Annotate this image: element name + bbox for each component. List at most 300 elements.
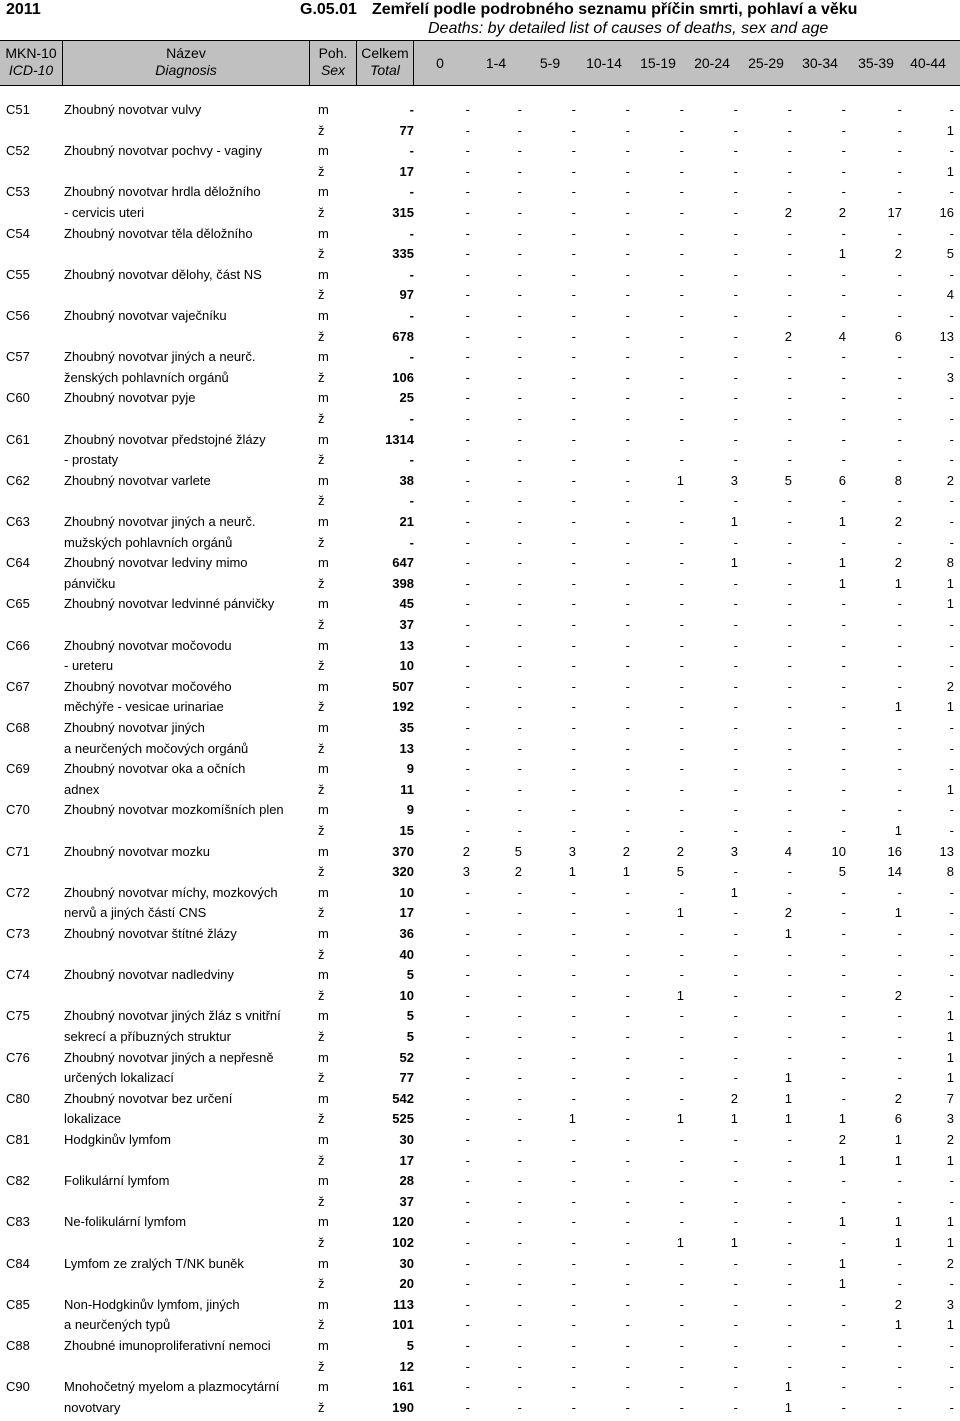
cell-total: - [409,102,414,117]
cell-age-value: 1 [946,1049,954,1065]
cell-age-value: 14 [887,864,902,880]
cell-age-value: - [733,720,738,735]
cell-age-value: - [679,1276,684,1292]
cell-age-value: - [787,184,792,200]
cell-age-value: 2 [462,843,470,859]
cell-age-value: - [625,761,630,777]
cell-age-value: - [517,328,522,344]
cell-sex: ž [318,369,325,385]
cell-sex: ž [318,328,325,344]
cell-age-value: 2 [784,205,792,220]
cell-code: C83 [6,1214,30,1230]
cell-age-value: - [949,431,954,447]
cell-age-value: - [733,637,738,653]
cell-sex: m [318,678,329,694]
cell-age-value: - [517,658,522,674]
cell-age-value: 1 [784,926,792,941]
col-total: Celkem Total [361,45,409,78]
cell-age-value: - [625,1214,630,1230]
cell-age-value: - [625,1338,630,1353]
cell-age-value: - [465,143,470,159]
cell-age-value: - [949,266,954,282]
cell-age-value: - [625,699,630,715]
cell-age-value: - [841,967,846,983]
cell-age-value: - [625,349,630,365]
cell-age-value: - [733,205,738,220]
cell-age-value: - [571,617,576,632]
cell-total: 335 [392,246,414,262]
cell-age-value: - [517,514,522,529]
cell-age-value: - [517,1276,522,1292]
cell-age-value: - [949,1173,954,1189]
cell-age-value: - [465,1276,470,1292]
cell-diagnosis: sekrecí a příbuzných struktur [64,1029,231,1044]
cell-sex: m [318,1255,329,1271]
cell-age-value: - [897,122,902,138]
cell-age-value: - [679,431,684,447]
cell-diagnosis: Zhoubný novotvar jiných [64,720,205,735]
cell-age-value: - [465,1132,470,1147]
cell-total: 37 [399,1193,414,1209]
cell-total: 190 [392,1399,414,1415]
cell-diagnosis: Zhoubný novotvar varlete [64,472,211,488]
cell-age-value: 16 [939,205,954,220]
cell-age-value: - [841,926,846,941]
cell-age-value: - [465,246,470,262]
cell-sex: m [318,884,329,900]
cell-age-value: - [679,967,684,983]
cell-age-value: 1 [784,1070,792,1086]
cell-age-value: - [897,143,902,159]
table-row [0,182,960,203]
cell-age-value: - [841,1173,846,1189]
col-age: 5-9 [539,55,561,71]
cell-age-value: - [465,369,470,385]
cell-total: - [409,534,414,550]
cell-total: 30 [399,1132,414,1147]
cell-age-value: - [517,493,522,509]
cell-age-value: - [841,163,846,179]
table-row [0,986,960,1007]
cell-diagnosis: - cervicis uteri [64,205,145,220]
cell-age-value: - [465,781,470,797]
cell-diagnosis: Zhoubný novotvar jiných a neurč. [64,514,256,529]
cell-diagnosis: Zhoubný novotvar jiných žláz s vnitřní [64,1008,281,1024]
col-age: 15-19 [640,55,676,71]
cell-age-value: - [517,1193,522,1209]
cell-age-value: - [465,884,470,900]
table-row [0,121,960,142]
cell-diagnosis: Lymfom ze zralých T/NK buněk [64,1255,244,1271]
cell-age-value: - [841,617,846,632]
cell-age-value: - [787,1358,792,1374]
cell-age-value: - [465,1029,470,1044]
cell-age-value: - [841,1070,846,1086]
cell-age-value: 1 [784,1111,792,1127]
cell-age-value: - [841,761,846,777]
cell-age-value: - [679,658,684,674]
cell-age-value: - [517,637,522,653]
cell-total: 507 [392,678,414,694]
cell-age-value: - [517,472,522,488]
cell-sex: ž [318,617,325,632]
cell-age-value: 6 [894,1111,902,1127]
table-row [0,1233,960,1254]
cell-age-value: - [897,266,902,282]
cell-diagnosis: Zhoubný novotvar těla děložního [64,225,253,241]
col-name: Název Diagnosis [155,45,217,78]
cell-age-value: 2 [622,843,630,859]
cell-age-value: - [517,1090,522,1106]
cell-age-value: - [787,1049,792,1065]
cell-age-value: - [465,637,470,653]
cell-age-value: - [517,946,522,962]
cell-age-value: - [897,926,902,941]
cell-age-value: - [733,390,738,406]
cell-age-value: - [679,143,684,159]
cell-age-value: - [787,637,792,653]
cell-age-value: - [571,699,576,715]
cell-age-value: - [517,575,522,591]
cell-total: - [409,184,414,200]
cell-age-value: - [733,967,738,983]
table-row [0,1357,960,1378]
cell-age-value: 13 [939,843,954,859]
table-row [0,491,960,512]
cell-age-value: - [571,308,576,323]
cell-age-value: - [571,390,576,406]
cell-age-value: - [787,514,792,529]
cell-total: 97 [399,287,414,303]
cell-age-value: - [787,102,792,117]
cell-sex: m [318,308,329,323]
cell-age-value: - [897,1070,902,1086]
cell-age-value: 1 [894,1132,902,1147]
cell-diagnosis: Zhoubný novotvar jiných a neurč. [64,349,256,365]
table-row [0,533,960,554]
cell-total: 106 [392,369,414,385]
cell-age-value: - [841,1358,846,1374]
cell-age-value: - [465,308,470,323]
cell-diagnosis: lokalizace [64,1111,122,1127]
cell-age-value: 2 [784,328,792,344]
table-row [0,1295,960,1316]
cell-age-value: - [625,205,630,220]
cell-age-value: - [841,431,846,447]
cell-age-value: - [949,1399,954,1415]
cell-total: 10 [399,658,414,674]
cell-age-value: - [465,720,470,735]
cell-age-value: - [897,1399,902,1415]
cell-diagnosis: Zhoubné imunoproliferativní nemoci [64,1338,271,1353]
cell-sex: m [318,761,329,777]
cell-age-value: - [465,905,470,921]
cell-code: C73 [6,926,30,941]
cell-age-value: - [787,1255,792,1271]
year: 2011 [6,1,41,18]
cell-age-value: - [733,1214,738,1230]
cell-age-value: - [949,1358,954,1374]
cell-age-value: - [787,658,792,674]
cell-total: 5 [406,1029,414,1044]
cell-age-value: - [625,884,630,900]
cell-age-value: - [949,987,954,1003]
cell-age-value: - [679,926,684,941]
cell-age-value: - [787,1152,792,1168]
cell-age-value: 5 [838,864,846,880]
cell-age-value: - [841,102,846,117]
cell-age-value: 2 [946,1132,954,1147]
cell-age-value: - [679,823,684,838]
cell-age-value: - [517,122,522,138]
cell-age-value: - [625,411,630,426]
cell-age-value: 1 [676,1111,684,1127]
cell-age-value: - [733,1173,738,1189]
cell-age-value: - [679,1008,684,1024]
cell-age-value: - [733,761,738,777]
cell-sex: ž [318,1029,325,1044]
cell-age-value: - [571,967,576,983]
cell-code: C55 [6,266,30,282]
cell-age-value: - [571,1399,576,1415]
cell-diagnosis: Zhoubný novotvar nadledviny [64,967,234,983]
cell-sex: ž [318,1111,325,1127]
cell-age-value: - [571,884,576,900]
cell-diagnosis: Zhoubný novotvar bez určení [64,1090,233,1106]
cell-sex: m [318,637,329,653]
cell-age-value: - [949,225,954,241]
cell-age-value: - [841,308,846,323]
cell-age-value: - [733,802,738,818]
cell-age-value: - [733,946,738,962]
cell-diagnosis: Zhoubný novotvar hrdla děložního [64,184,261,200]
cell-sex: ž [318,987,325,1003]
cell-age-value: - [733,225,738,241]
cell-age-value: - [571,452,576,468]
cell-diagnosis: a neurčených močových orgánů [64,740,249,756]
cell-sex: m [318,184,329,200]
cell-age-value: 1 [568,864,576,880]
cell-age-value: - [949,617,954,632]
cell-age-value: - [949,905,954,921]
cell-age-value: - [679,1049,684,1065]
cell-age-value: - [787,699,792,715]
cell-diagnosis: Mnohočetný myelom a plazmocytární [64,1379,280,1395]
cell-age-value: - [625,1235,630,1250]
cell-age-value: - [841,1317,846,1333]
cell-age-value: - [625,246,630,262]
cell-age-value: - [517,781,522,797]
cell-sex: ž [318,1276,325,1292]
cell-total: - [409,225,414,241]
cell-age-value: 1 [838,1152,846,1168]
cell-age-value: - [787,946,792,962]
cell-age-value: - [465,1070,470,1086]
cell-age-value: - [787,575,792,591]
cell-total: 542 [392,1090,414,1106]
cell-age-value: - [897,802,902,818]
cell-age-value: - [733,740,738,756]
cell-age-value: - [897,1193,902,1209]
cell-age-value: 1 [946,1317,954,1333]
table-id: G.05.01 [300,1,357,18]
cell-age-value: - [571,266,576,282]
table-row [0,821,960,842]
cell-age-value: - [733,781,738,797]
cell-age-value: - [949,1193,954,1209]
table-row [0,759,960,780]
cell-age-value: - [679,740,684,756]
cell-age-value: - [571,163,576,179]
cell-total: 101 [392,1317,414,1333]
cell-age-value: - [841,740,846,756]
cell-age-value: 1 [838,575,846,591]
cell-total: 161 [392,1379,414,1395]
col-age: 35-39 [858,55,894,71]
cell-age-value: - [787,163,792,179]
cell-age-value: - [517,1173,522,1189]
cell-age-value: 1 [784,1090,792,1106]
cell-age-value: - [949,452,954,468]
cell-age-value: 1 [946,163,954,179]
cell-age-value: - [949,720,954,735]
cell-age-value: - [733,122,738,138]
cell-sex: m [318,349,329,365]
cell-age-value: - [517,349,522,365]
cell-age-value: - [897,781,902,797]
cell-age-value: 1 [894,575,902,591]
cell-age-value: 2 [838,1132,846,1147]
cell-age-value: - [733,864,738,880]
cell-age-value: - [625,781,630,797]
cell-sex: m [318,1296,329,1312]
cell-total: 102 [392,1235,414,1250]
cell-age-value: - [787,266,792,282]
table-row [0,965,960,986]
cell-sex: ž [318,740,325,756]
cell-age-value: - [517,1255,522,1271]
cell-age-value: - [949,1379,954,1395]
cell-age-value: - [679,699,684,715]
cell-age-value: - [465,1379,470,1395]
cell-age-value: 3 [568,843,576,859]
cell-age-value: - [949,637,954,653]
table-row [0,512,960,533]
cell-age-value: - [517,1317,522,1333]
cell-age-value: - [625,266,630,282]
cell-age-value: - [897,678,902,694]
cell-age-value: 1 [622,864,630,880]
cell-age-value: - [465,205,470,220]
cell-total: 5 [406,1008,414,1024]
cell-age-value: - [571,823,576,838]
cell-age-value: - [733,926,738,941]
table-row [0,285,960,306]
cell-age-value: - [679,596,684,612]
cell-age-value: - [571,946,576,962]
cell-age-value: - [733,1193,738,1209]
cell-age-value: - [841,390,846,406]
cell-total: 37 [399,617,414,632]
cell-age-value: - [465,987,470,1003]
cell-age-value: - [733,534,738,550]
cell-age-value: 1 [894,1235,902,1250]
cell-age-value: - [679,287,684,303]
cell-age-value: - [571,740,576,756]
cell-age-value: - [897,617,902,632]
cell-age-value: - [787,534,792,550]
cell-age-value: - [571,1152,576,1168]
cell-age-value: - [517,987,522,1003]
table-row [0,594,960,615]
cell-age-value: - [571,926,576,941]
cell-age-value: - [625,617,630,632]
cell-age-value: - [733,905,738,921]
cell-age-value: - [733,617,738,632]
cell-diagnosis: Ne-folikulární lymfom [64,1214,187,1230]
table-row [0,780,960,801]
cell-age-value: 1 [730,1111,738,1127]
cell-age-value: 1 [946,596,954,612]
cell-age-value: 8 [946,555,954,571]
cell-age-value: - [571,1379,576,1395]
cell-total: 17 [399,1152,414,1168]
cell-age-value: - [679,1173,684,1189]
cell-age-value: - [841,884,846,900]
cell-sex: ž [318,1358,325,1374]
cell-age-value: - [571,1317,576,1333]
cell-age-value: - [949,308,954,323]
table-row [0,718,960,739]
cell-age-value: - [787,287,792,303]
cell-age-value: - [517,555,522,571]
cell-age-value: - [897,1049,902,1065]
cell-code: C61 [6,431,30,447]
cell-age-value: - [733,1317,738,1333]
table-row [0,244,960,265]
cell-age-value: - [679,1070,684,1086]
col-age: 25-29 [748,55,784,71]
cell-age-value: 1 [946,1070,954,1086]
cell-age-value: - [733,987,738,1003]
cell-age-value: - [517,225,522,241]
table-row [0,553,960,574]
cell-code: C75 [6,1008,30,1024]
cell-age-value: - [625,1090,630,1106]
cell-total: 9 [406,802,414,818]
cell-total: 11 [400,781,414,797]
table-row [0,862,960,883]
cell-age-value: - [625,1358,630,1374]
cell-age-value: - [625,596,630,612]
cell-age-value: - [625,308,630,323]
table-row [0,883,960,904]
cell-sex: ž [318,781,325,797]
cell-age-value: - [679,946,684,962]
cell-age-value: - [841,349,846,365]
cell-age-value: - [571,1008,576,1024]
cell-age-value: 2 [894,1090,902,1106]
cell-age-value: - [465,1173,470,1189]
cell-age-value: - [465,658,470,674]
cell-age-value: - [679,534,684,550]
cell-age-value: - [625,1029,630,1044]
cell-age-value: - [517,1152,522,1168]
cell-age-value: - [571,1235,576,1250]
cell-age-value: - [949,184,954,200]
cell-age-value: - [465,534,470,550]
cell-age-value: - [625,1111,630,1127]
